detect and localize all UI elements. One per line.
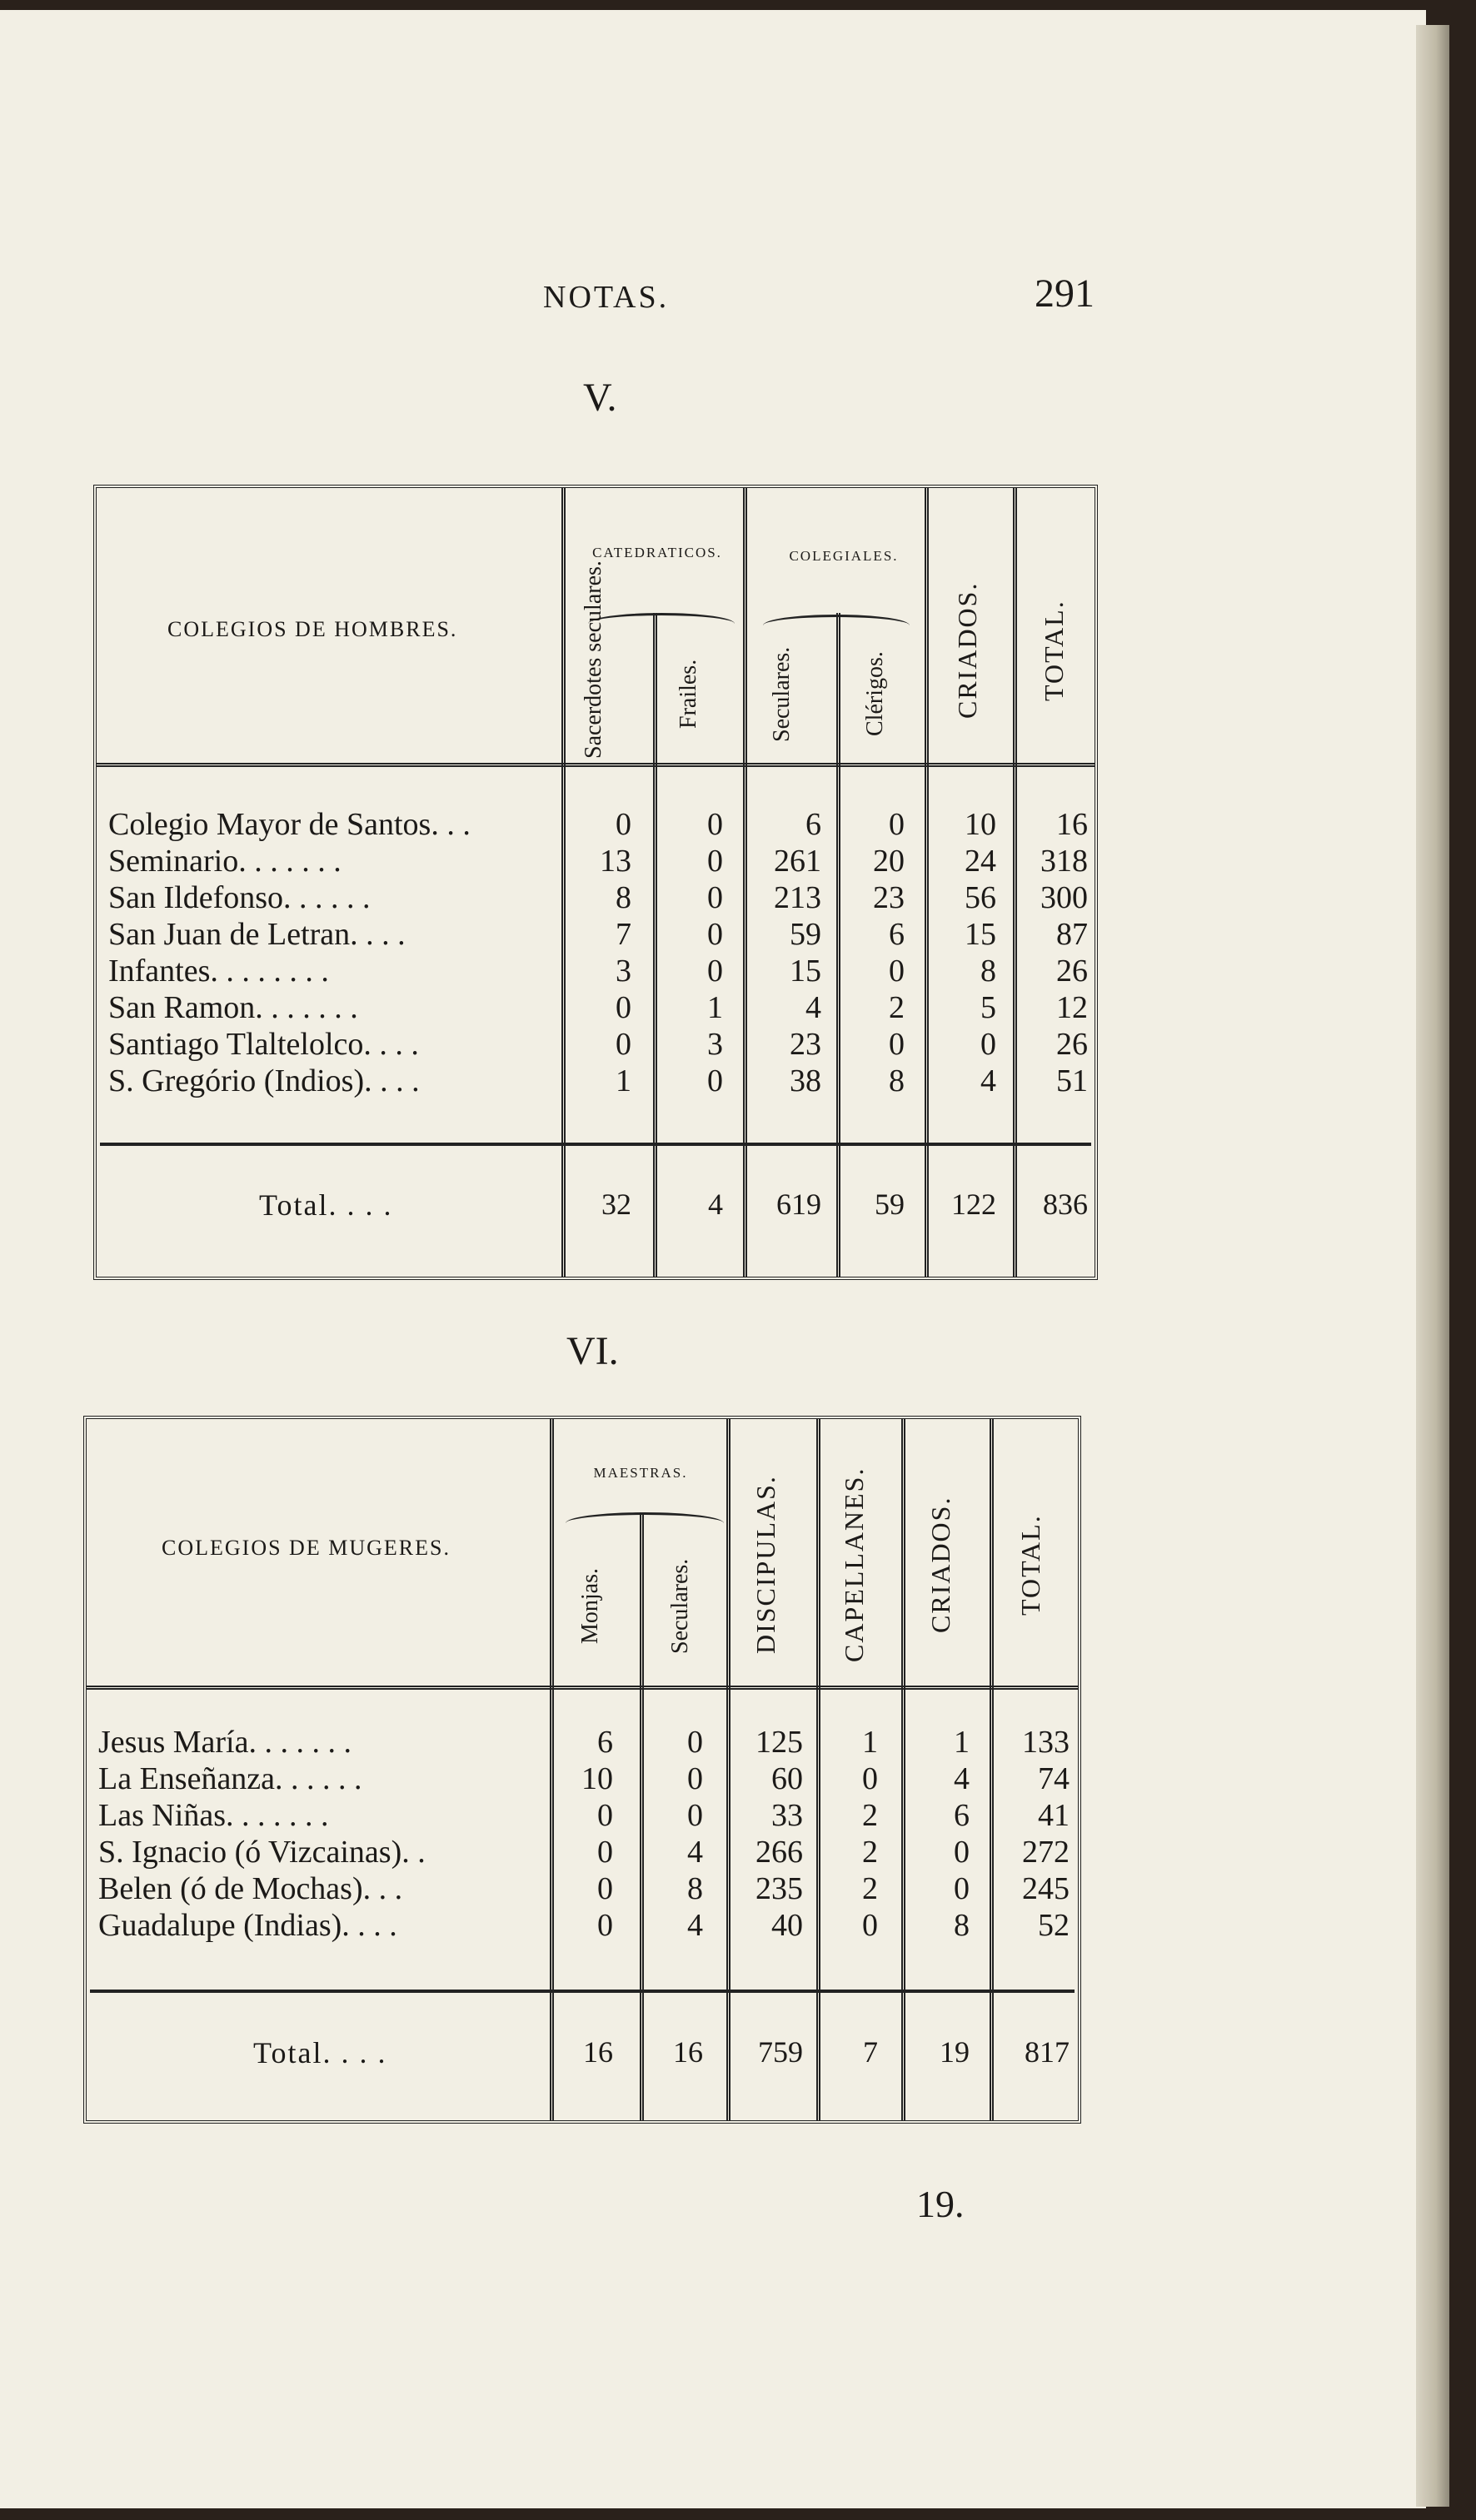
row-value: 1 — [954, 1725, 970, 1760]
table-colegios-mugeres — [83, 1416, 1081, 2124]
row-name: Colegio Mayor de Santos. . . — [108, 807, 471, 842]
row-name: Guadalupe (Indias). . . . — [98, 1908, 397, 1943]
table-row — [97, 1063, 1095, 1099]
row-name: Santiago Tlaltelolco. . . . — [108, 1027, 419, 1062]
row-value: 0 — [597, 1835, 613, 1870]
row-value: 8 — [687, 1871, 703, 1906]
row-value: 0 — [687, 1798, 703, 1833]
col-frailes: Frailes. — [676, 659, 701, 730]
table-header — [87, 1419, 1078, 1690]
row-value: 0 — [980, 1027, 996, 1062]
table-heading: COLEGIOS DE MUGERES. — [162, 1536, 451, 1560]
table-row — [87, 1907, 1078, 1944]
row-value: 0 — [687, 1761, 703, 1796]
row-value: 0 — [707, 807, 723, 842]
row-value: 4 — [805, 990, 821, 1025]
total-row — [87, 2034, 1078, 2070]
row-value: 1 — [616, 1063, 631, 1098]
total-label: Total. . . . — [259, 1188, 393, 1222]
row-value: 13 — [600, 844, 631, 879]
row-value: 26 — [1056, 1027, 1088, 1062]
row-value: 300 — [1040, 880, 1088, 915]
row-value: 8 — [889, 1063, 905, 1098]
table-row — [87, 1834, 1078, 1870]
row-value: 51 — [1056, 1063, 1088, 1098]
col-seculares: Seculares. — [769, 646, 795, 742]
group-brace — [588, 613, 735, 624]
col-seculares: Seculares. — [667, 1558, 693, 1655]
row-value: 0 — [597, 1871, 613, 1906]
row-name: San Juan de Letran. . . . — [108, 917, 406, 952]
total-value: 16 — [583, 2035, 613, 2069]
total-value: 59 — [875, 1188, 905, 1221]
row-value: 0 — [687, 1725, 703, 1760]
total-value: 32 — [601, 1188, 631, 1221]
total-rule — [90, 1990, 1075, 1993]
row-value: 56 — [965, 880, 996, 915]
row-value: 2 — [889, 990, 905, 1025]
total-value: 4 — [708, 1188, 723, 1221]
row-value: 23 — [790, 1027, 821, 1062]
row-value: 0 — [862, 1761, 878, 1796]
section-title-vi: VI. — [566, 1329, 619, 1373]
row-value: 0 — [889, 1027, 905, 1062]
row-value: 0 — [707, 1063, 723, 1098]
row-value: 213 — [774, 880, 821, 915]
row-name: San Ramon. . . . . . . — [108, 990, 358, 1025]
row-value: 318 — [1040, 844, 1088, 879]
row-value: 5 — [980, 990, 996, 1025]
col-capellanes: CAPELLANES. — [839, 1467, 869, 1663]
table-row — [97, 879, 1095, 916]
col-discipulas: DISCIPULAS. — [750, 1475, 780, 1655]
row-value: 0 — [862, 1908, 878, 1943]
row-value: 8 — [980, 954, 996, 989]
row-value: 0 — [889, 954, 905, 989]
row-value: 0 — [707, 917, 723, 952]
row-value: 8 — [616, 880, 631, 915]
row-value: 4 — [980, 1063, 996, 1098]
row-value: 23 — [873, 880, 905, 915]
row-value: 38 — [790, 1063, 821, 1098]
row-value: 52 — [1038, 1908, 1070, 1943]
row-value: 40 — [771, 1908, 803, 1943]
row-value: 87 — [1056, 917, 1088, 952]
table-row — [97, 806, 1095, 843]
table-header — [97, 488, 1095, 767]
row-value: 16 — [1056, 807, 1088, 842]
row-value: 6 — [597, 1725, 613, 1760]
total-row — [97, 1186, 1095, 1223]
row-value: 0 — [707, 880, 723, 915]
table-row — [87, 1797, 1078, 1834]
row-value: 20 — [873, 844, 905, 879]
row-value: 3 — [616, 954, 631, 989]
row-value: 12 — [1056, 990, 1088, 1025]
row-value: 33 — [771, 1798, 803, 1833]
row-name: San Ildefonso. . . . . . — [108, 880, 371, 915]
row-value: 4 — [687, 1835, 703, 1870]
table-heading: COLEGIOS DE HOMBRES. — [167, 617, 458, 641]
row-value: 10 — [581, 1761, 613, 1796]
row-name: Las Niñas. . . . . . . — [98, 1798, 329, 1833]
row-value: 6 — [805, 807, 821, 842]
total-value: 817 — [1025, 2035, 1070, 2069]
row-value: 0 — [616, 807, 631, 842]
row-name: S. Ignacio (ó Vizcainas). . — [98, 1835, 426, 1870]
page-edge — [1416, 25, 1449, 2507]
total-label: Total. . . . — [253, 2036, 387, 2069]
row-value: 59 — [790, 917, 821, 952]
row-value: 2 — [862, 1835, 878, 1870]
row-value: 74 — [1038, 1761, 1070, 1796]
running-head: NOTAS. — [543, 280, 670, 315]
row-value: 26 — [1056, 954, 1088, 989]
table-row — [97, 989, 1095, 1026]
row-value: 0 — [707, 844, 723, 879]
row-value: 2 — [862, 1798, 878, 1833]
row-value: 8 — [954, 1908, 970, 1943]
col-sacerdotes: Sacerdotes seculares. — [581, 560, 606, 759]
row-value: 133 — [1022, 1725, 1070, 1760]
total-value: 619 — [776, 1188, 821, 1221]
row-value: 266 — [755, 1835, 803, 1870]
table-row — [87, 1724, 1078, 1761]
row-name: Infantes. . . . . . . . — [108, 954, 329, 989]
row-value: 0 — [954, 1835, 970, 1870]
row-name: La Enseñanza. . . . . . — [98, 1761, 362, 1796]
row-value: 125 — [755, 1725, 803, 1760]
row-value: 0 — [889, 807, 905, 842]
row-value: 245 — [1022, 1871, 1070, 1906]
row-value: 15 — [790, 954, 821, 989]
table-row — [97, 953, 1095, 989]
col-criados: CRIADOS. — [952, 581, 982, 720]
total-value: 16 — [673, 2035, 703, 2069]
row-value: 0 — [616, 990, 631, 1025]
row-value: 6 — [954, 1798, 970, 1833]
row-value: 6 — [889, 917, 905, 952]
row-value: 10 — [965, 807, 996, 842]
table-row — [97, 843, 1095, 879]
total-value: 19 — [940, 2035, 970, 2069]
row-value: 7 — [616, 917, 631, 952]
row-value: 41 — [1038, 1798, 1070, 1833]
total-rule — [100, 1143, 1091, 1146]
row-value: 1 — [862, 1725, 878, 1760]
row-value: 4 — [687, 1908, 703, 1943]
row-value: 15 — [965, 917, 996, 952]
row-value: 24 — [965, 844, 996, 879]
row-value: 2 — [862, 1871, 878, 1906]
row-name: S. Gregório (Indios). . . . — [108, 1063, 420, 1098]
col-total: TOTAL. — [1039, 600, 1069, 701]
row-value: 272 — [1022, 1835, 1070, 1870]
col-monjas: Monjas. — [577, 1568, 603, 1645]
row-value: 0 — [616, 1027, 631, 1062]
row-value: 0 — [707, 954, 723, 989]
col-criados: CRIADOS. — [925, 1496, 955, 1634]
group-colegiales: COLEGIALES. — [789, 548, 899, 564]
table-colegios-hombres — [93, 485, 1098, 1280]
row-value: 3 — [707, 1027, 723, 1062]
table-row — [87, 1761, 1078, 1797]
col-clerigos: Clérigos. — [862, 651, 888, 737]
section-title-v: V. — [583, 376, 617, 420]
table-row — [87, 1870, 1078, 1907]
row-name: Seminario. . . . . . . — [108, 844, 342, 879]
page-number: 291 — [1035, 271, 1095, 316]
group-catedraticos: CATEDRATICOS. — [592, 545, 722, 560]
group-brace — [566, 1512, 724, 1523]
row-name: Jesus María. . . . . . . — [98, 1725, 352, 1760]
row-value: 60 — [771, 1761, 803, 1796]
signature-mark: 19. — [916, 2183, 965, 2225]
table-row — [97, 1026, 1095, 1063]
row-value: 0 — [954, 1871, 970, 1906]
group-maestras: MAESTRAS. — [593, 1465, 688, 1481]
total-value: 836 — [1043, 1188, 1088, 1221]
row-value: 0 — [597, 1798, 613, 1833]
row-name: Belen (ó de Mochas). . . — [98, 1871, 403, 1906]
row-value: 4 — [954, 1761, 970, 1796]
row-value: 235 — [755, 1871, 803, 1906]
col-total: TOTAL. — [1015, 1514, 1045, 1616]
row-value: 1 — [707, 990, 723, 1025]
total-value: 122 — [951, 1188, 996, 1221]
total-value: 759 — [758, 2035, 803, 2069]
row-value: 261 — [774, 844, 821, 879]
table-row — [97, 916, 1095, 953]
total-value: 7 — [863, 2035, 878, 2069]
row-value: 0 — [597, 1908, 613, 1943]
